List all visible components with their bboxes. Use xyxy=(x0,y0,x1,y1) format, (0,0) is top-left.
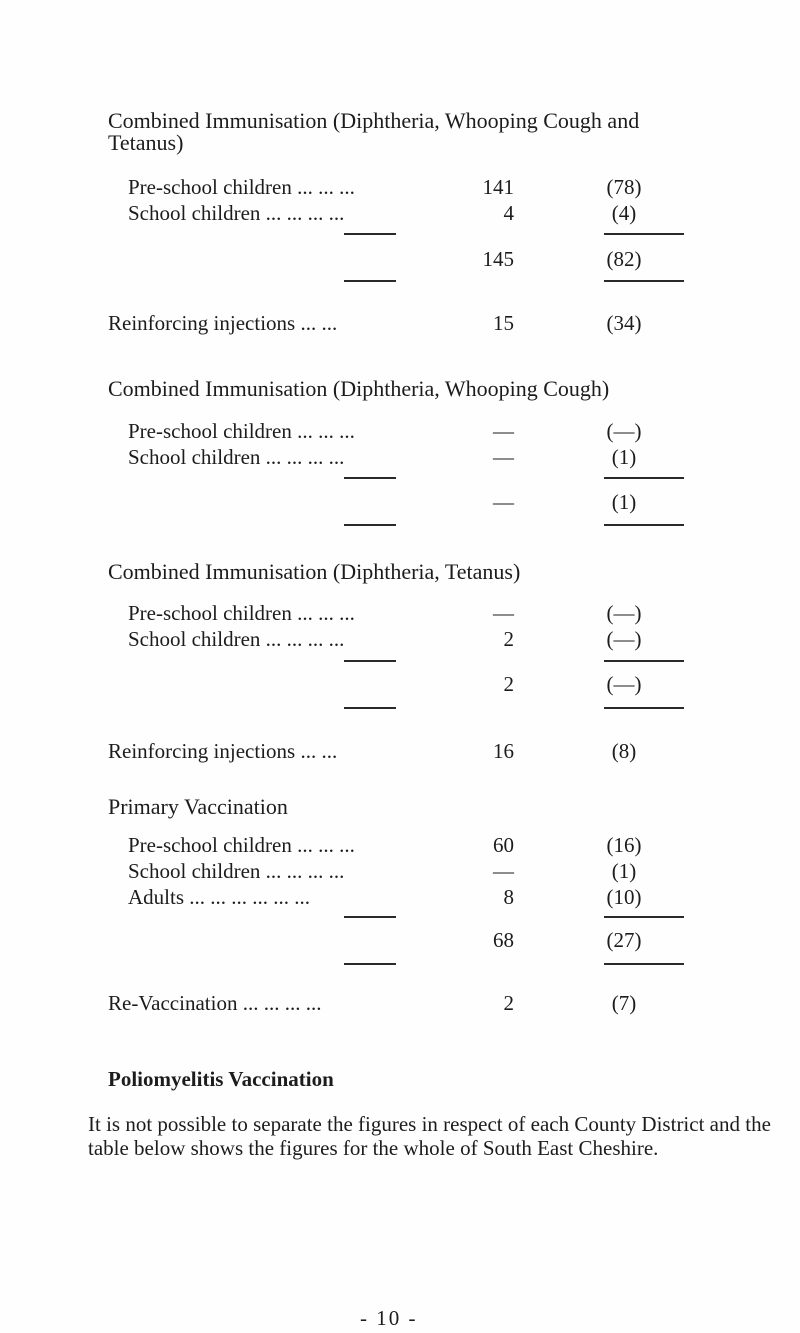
divider xyxy=(344,280,396,282)
total-value-bracketed: (82) xyxy=(606,247,642,271)
divider xyxy=(604,707,684,709)
table-row xyxy=(128,832,688,858)
divider xyxy=(344,916,396,918)
table-row xyxy=(128,626,688,652)
row-value-bracketed: (—) xyxy=(606,419,642,443)
divider xyxy=(604,477,684,479)
row-value: 2 xyxy=(503,627,514,651)
total-row xyxy=(128,246,688,272)
row-value-bracketed: (10) xyxy=(606,885,642,909)
divider xyxy=(344,477,396,479)
table-row xyxy=(128,858,688,884)
divider xyxy=(604,916,684,918)
section-1-title: Combined Immunisation (Diphtheria, Whooping Cough and xyxy=(108,108,640,133)
row-value: 141 xyxy=(482,175,514,199)
section-4-title: Primary Vaccination xyxy=(108,794,288,819)
divider xyxy=(604,963,684,965)
divider xyxy=(344,707,396,709)
row-label: Reinforcing injections ... ... xyxy=(108,739,338,763)
row-label: Pre-school children ... ... ... xyxy=(128,175,355,199)
row-label: School children ... ... ... ... xyxy=(128,445,345,469)
row-label: Pre-school children ... ... ... xyxy=(128,419,355,443)
total-value-bracketed: (—) xyxy=(606,672,642,696)
table-row xyxy=(128,174,688,200)
row-label: Reinforcing injections ... ... xyxy=(108,311,338,335)
total-value: 68 xyxy=(493,928,514,952)
total-value: 2 xyxy=(503,672,514,696)
row-label: School children ... ... ... ... xyxy=(128,201,345,225)
divider xyxy=(604,660,684,662)
divider xyxy=(604,280,684,282)
row-label: School children ... ... ... ... xyxy=(128,859,345,883)
divider xyxy=(604,233,684,235)
section-1-title-cont: Tetanus) xyxy=(108,130,184,155)
divider xyxy=(344,963,396,965)
row-label: Pre-school children ... ... ... xyxy=(128,601,355,625)
row-label: Adults ... ... ... ... ... ... xyxy=(128,885,311,909)
total-value-bracketed: (27) xyxy=(606,928,642,952)
table-row xyxy=(128,444,688,470)
table-row xyxy=(128,884,688,910)
divider xyxy=(344,524,396,526)
row-label: School children ... ... ... ... xyxy=(128,627,345,651)
row-value-bracketed: (8) xyxy=(611,739,637,763)
table-row xyxy=(128,418,688,444)
row-value-bracketed: (—) xyxy=(606,627,642,651)
section-2-title: Combined Immunisation (Diphtheria, Whooping Cough) xyxy=(108,376,610,401)
row-value-bracketed: (7) xyxy=(611,991,637,1015)
polio-paragraph: It is not possible to separate the figures in respect of each County District and the table below shows the figures for the whole of South East Cheshire. xyxy=(88,1112,771,1160)
total-row xyxy=(128,489,688,515)
divider xyxy=(604,524,684,526)
row-value-bracketed: (78) xyxy=(606,175,642,199)
row-value-bracketed: (34) xyxy=(606,311,642,335)
revaccination-row xyxy=(108,990,688,1016)
row-value: 8 xyxy=(503,885,514,909)
row-value-bracketed: (4) xyxy=(611,201,637,225)
row-value-bracketed: (1) xyxy=(611,859,637,883)
table-row xyxy=(128,600,688,626)
page-number: - 10 - xyxy=(360,1306,418,1330)
table-row xyxy=(128,200,688,226)
reinforcing-row xyxy=(108,738,688,764)
row-value-bracketed: (—) xyxy=(606,601,642,625)
row-value: 16 xyxy=(493,739,514,763)
divider xyxy=(344,660,396,662)
row-label: Re-Vaccination ... ... ... ... xyxy=(108,991,322,1015)
row-value: 2 xyxy=(503,991,514,1015)
total-row xyxy=(128,671,688,697)
row-value: 4 xyxy=(503,201,514,225)
row-label: Pre-school children ... ... ... xyxy=(128,833,355,857)
polio-title: Poliomyelitis Vaccination xyxy=(108,1067,334,1091)
row-value: — xyxy=(493,859,514,883)
total-value: — xyxy=(493,490,514,514)
divider xyxy=(344,233,396,235)
row-value: — xyxy=(493,419,514,443)
row-value: 15 xyxy=(493,311,514,335)
reinforcing-row xyxy=(108,310,688,336)
row-value: 60 xyxy=(493,833,514,857)
total-row xyxy=(128,927,688,953)
row-value-bracketed: (1) xyxy=(611,445,637,469)
total-value: 145 xyxy=(482,247,514,271)
row-value: — xyxy=(493,601,514,625)
row-value: — xyxy=(493,445,514,469)
section-3-title: Combined Immunisation (Diphtheria, Tetanus) xyxy=(108,559,521,584)
total-value-bracketed: (1) xyxy=(611,490,637,514)
row-value-bracketed: (16) xyxy=(606,833,642,857)
